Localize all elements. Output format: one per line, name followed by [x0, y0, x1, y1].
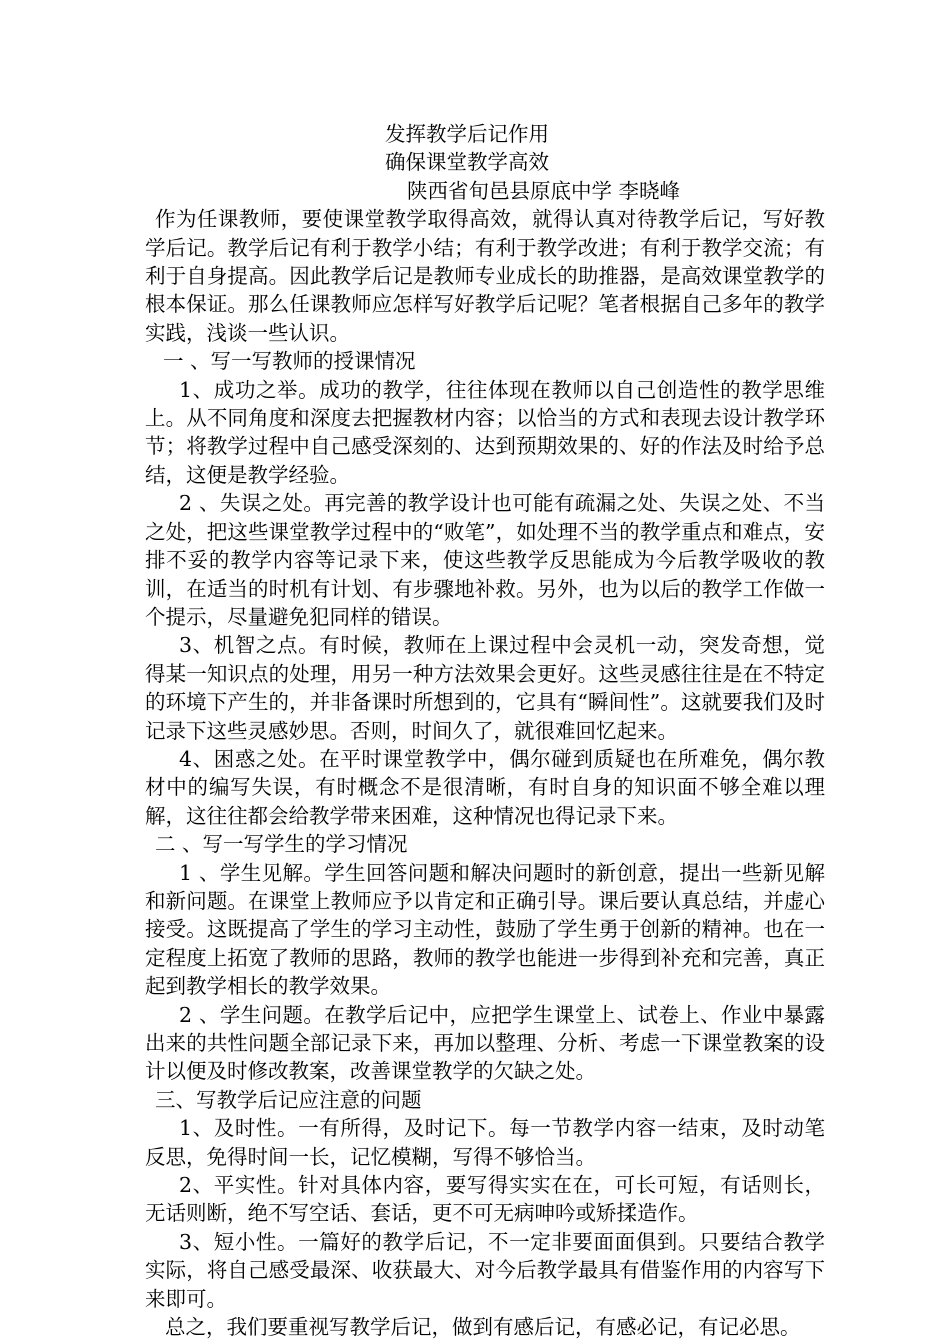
conclusion-paragraph: 总之，我们要重视写教学后记，做到有感后记，有感必记，有记必思。 — [165, 1315, 801, 1340]
title-line-1: 发挥教学后记作用 — [385, 122, 549, 146]
section-1-heading: 一 、写一写教师的授课情况 — [163, 349, 416, 374]
section-1-paragraph-2: 2 、失误之处。再完善的教学设计也可能有疏漏之处、失误之处、不当之处，把这些课堂教学过程中的“败笔”，如处理不当的教学重点和难点，安排不妥的教学内容等记录下来，使这些教学反思能成为今后教学吸收的教训，在适当的时机有计划、有步骤地补救。另外，也为以后的教学工作做一个提示，尽量避免犯同样的错误。 — [145, 491, 825, 629]
section-1-paragraph-4: 4、困惑之处。在平时课堂教学中，偶尔碰到质疑也在所难免，偶尔教材中的编写失误，有时概念不是很清晰，有时自身的知识面不够全难以理解，这往往都会给教学带来困难，这种情况也得记录下来。 — [145, 746, 825, 828]
section-2-paragraph-2: 2 、学生问题。在教学后记中，应把学生课堂上、试卷上、作业中暴露出来的共性问题全部记录下来，再加以整理、分析、考虑一下课堂教案的设计以便及时修改教案，改善课堂教学的欠缺之处。 — [145, 1002, 825, 1084]
document-page — [145, 120, 825, 1341]
section-1-paragraph-3: 3、机智之点。有时候，教师在上课过程中会灵机一动，突发奇想，觉得某一知识点的处理，用另一种方法效果会更好。这些灵感往往是在不特定的环境下产生的，并非备课时所想到的，它具有“瞬间性”。这就要我们及时记录下这些灵感妙思。否则，时间久了，就很难回忆起来。 — [145, 633, 825, 743]
section-3-paragraph-2: 2、平实性。针对具体内容，要写得实实在在，可长可短，有话则长，无话则断，绝不写空话、套话，更不可无病呻吟或矫揉造作。 — [145, 1173, 825, 1226]
section-3-paragraph-1: 1、及时性。一有所得，及时记下。每一节教学内容一结束，及时动笔反思，免得时间一长，记忆模糊，写得不够恰当。 — [145, 1116, 825, 1169]
section-1-paragraph-1: 1、成功之举。成功的教学，往往体现在教师以自己创造性的教学思维上。从不同角度和深度去把握教材内容；以恰当的方式和表现去设计教学环节；将教学过程中自己感受深刻的、达到预期效果的、好的作法及时给予总结，这便是教学经验。 — [145, 377, 825, 487]
section-2-paragraph-1: 1 、学生见解。学生回答问题和解决问题时的新创意，提出一些新见解和新问题。在课堂上教师应予以肯定和正确引导。课后要认真总结，并虚心接受。这既提高了学生的学习主动性，鼓励了学生勇于创新的精神。也在一定程度上拓宽了教师的思路，教师的教学也能进一步得到补充和完善，真正起到教学相长的教学效果。 — [145, 860, 825, 999]
section-3-paragraph-3: 3、短小性。一篇好的教学后记，不一定非要面面俱到。只要结合教学实际，将自己感受最深、收获最大、对今后教学最具有借鉴作用的内容写下来即可。 — [145, 1229, 825, 1311]
intro-paragraph: 作为任课教师，要使课堂教学取得高效，就得认真对待教学后记，写好教学后记。教学后记有利于教学小结；有利于教学改进；有利于教学交流；有利于自身提高。因此教学后记是教师专业成长的助推器，是高效课堂教学的根本保证。那么任课教师应怎样写好教学后记呢？笔者根据自己多年的教学实践，浅谈一些认识。 — [145, 207, 825, 345]
author-line: 陕西省旬邑县原底中学 李晓峰 — [407, 178, 681, 203]
title-line-2: 确保课堂教学高效 — [385, 150, 549, 175]
section-2-heading: 二 、写一写学生的学习情况 — [155, 832, 408, 857]
section-3-heading: 三、写教学后记应注意的问题 — [155, 1087, 422, 1112]
